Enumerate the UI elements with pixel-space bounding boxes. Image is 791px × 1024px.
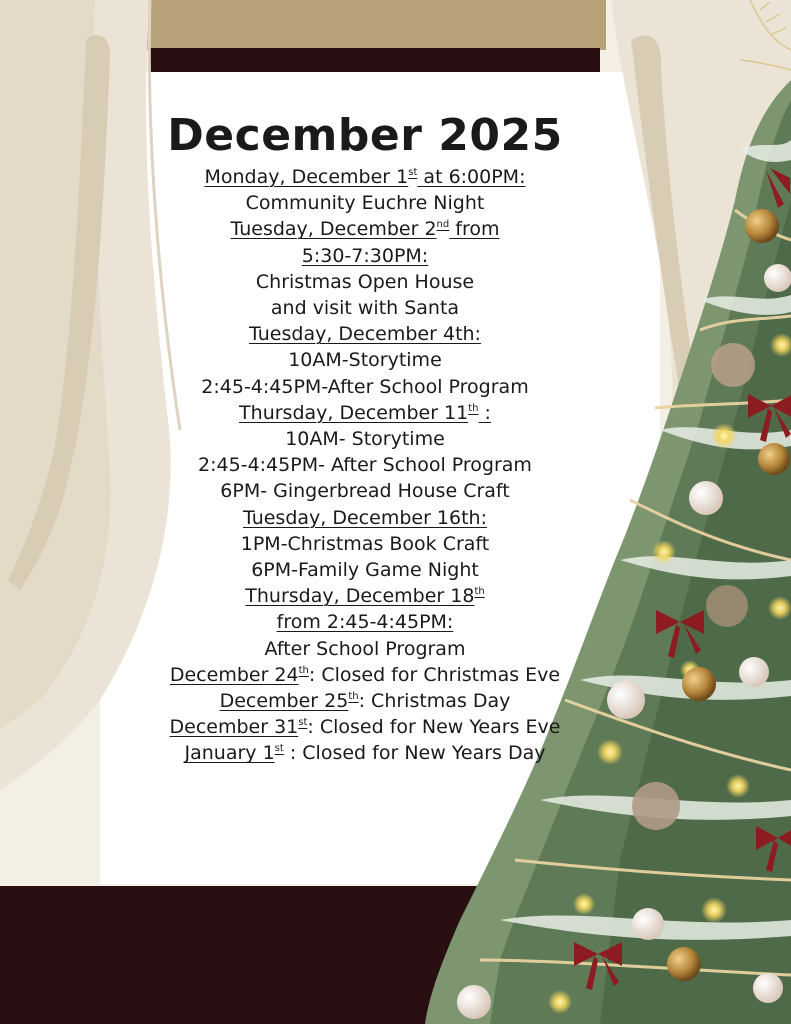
event-line-text: 6PM-Family Game Night (251, 559, 479, 582)
event-line-ordinal: th (468, 402, 479, 414)
event-line-suffix: : Closed for New Years Eve (307, 716, 561, 739)
event-line-text: Tuesday, December 2 (230, 218, 437, 241)
event-line-2 (150, 190, 580, 216)
event-line-text: December 25 (219, 690, 349, 713)
event-line-9 (150, 374, 580, 400)
event-line-suffix: : (478, 401, 491, 424)
event-line-8 (150, 347, 580, 373)
event-line-text: 10AM- Storytime (285, 428, 445, 451)
page-title: December 2025 (167, 110, 563, 161)
event-line-text: Tuesday, December 4th: (249, 323, 481, 346)
event-line-text: Monday, December 1 (204, 166, 409, 188)
event-line-text: Community Euchre Night (245, 192, 485, 215)
event-line-text: Christmas Open House (255, 270, 475, 293)
event-line-13 (150, 478, 580, 504)
event-line-text: from 2:45-4:45PM: (276, 611, 454, 634)
event-line-suffix: : Closed for Christmas Eve (308, 663, 561, 686)
event-line-text: December 24 (169, 663, 299, 686)
event-line-ordinal: st (298, 717, 308, 729)
event-line-7 (150, 321, 580, 347)
event-line-text: After School Program (264, 637, 466, 660)
event-list (150, 164, 580, 767)
event-line-suffix: : Closed for New Years Day (283, 742, 546, 765)
event-line-suffix: from (449, 218, 500, 241)
event-line-22 (150, 714, 580, 740)
event-line-16 (150, 557, 580, 583)
event-line-19 (150, 636, 580, 662)
event-line-15 (150, 531, 580, 557)
event-line-text: 10AM-Storytime (288, 349, 442, 372)
event-line-ordinal: th (474, 586, 485, 598)
event-line-1 (150, 164, 580, 190)
event-line-20 (150, 662, 580, 688)
event-schedule (150, 108, 580, 767)
event-line-18 (150, 609, 580, 635)
event-line-text: Thursday, December 18 (245, 585, 475, 608)
event-line-17 (150, 583, 580, 609)
event-line-ordinal: th (348, 691, 359, 703)
event-line-23 (150, 740, 580, 766)
event-line-ordinal: nd (436, 219, 450, 231)
event-line-ordinal: st (408, 167, 418, 178)
event-line-text: Thursday, December 11 (239, 401, 469, 424)
event-line-11 (150, 426, 580, 452)
event-line-6 (150, 295, 580, 321)
event-line-text: January 1 (184, 742, 275, 765)
event-line-text: Tuesday, December 16th: (242, 506, 487, 529)
event-line-12 (150, 452, 580, 478)
event-line-text: 5:30-7:30PM: (301, 244, 429, 267)
event-line-ordinal: st (274, 743, 284, 755)
event-line-text: and visit with Santa (270, 297, 460, 320)
event-line-text: 2:45-4:45PM-After School Program (201, 375, 529, 398)
event-line-21 (150, 688, 580, 714)
event-line-10 (150, 400, 580, 426)
event-line-suffix: : Christmas Day (358, 690, 511, 713)
event-line-suffix: at 6:00PM: (417, 166, 526, 188)
event-line-5 (150, 269, 580, 295)
event-line-text: December 31 (169, 716, 299, 739)
event-line-ordinal: th (298, 664, 309, 676)
event-line-text: 6PM- Gingerbread House Craft (220, 480, 510, 503)
event-line-text: 2:45-4:45PM- After School Program (198, 454, 532, 477)
event-line-4 (150, 243, 580, 269)
event-line-3 (150, 216, 580, 242)
event-line-14 (150, 505, 580, 531)
event-line-text: 1PM-Christmas Book Craft (240, 532, 490, 555)
